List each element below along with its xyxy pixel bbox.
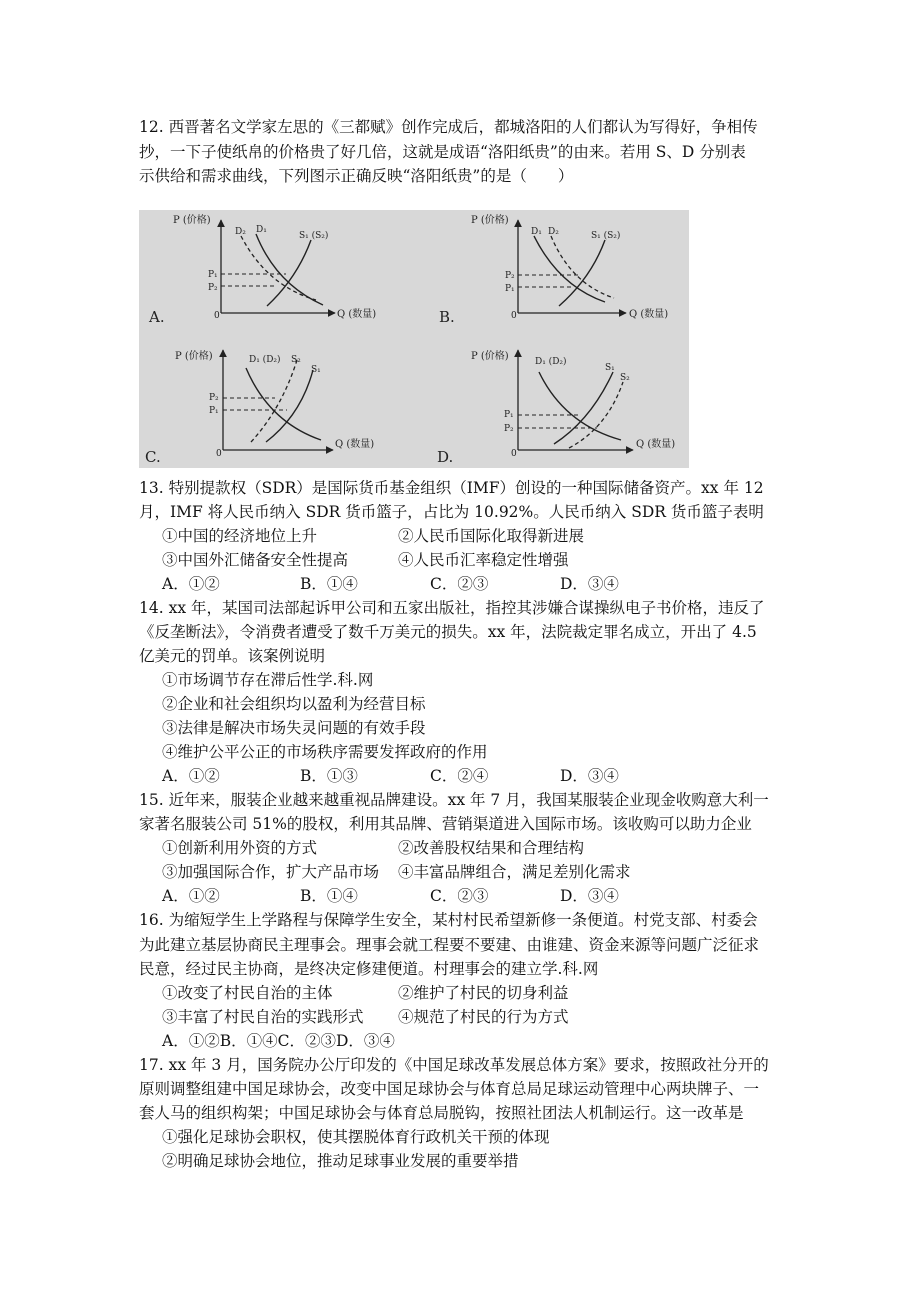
panel-b-supply-curve [559,240,605,306]
panel-d-p1-label: P₁ [504,410,514,420]
panel-a-origin: 0 [214,311,220,321]
panel-a-d1-label: D₁ [256,225,267,235]
q14-option-2: ②企业和社会组织均以盈利为经营目标 [162,695,426,713]
panel-d-q-label: Q (数量) [636,439,676,450]
supply-demand-figure [139,210,689,468]
panel-c-q-label: Q (数量) [335,439,375,450]
panel-c-letter: C. [145,448,161,466]
q16-line-1: 16. 为缩短学生上学路程与保障学生安全，某村村民希望新修一条便道。村党支部、村委会 [139,911,758,929]
q16-line-2: 为此建立基层协商民主理事会。理事会就工程要不要建、由谁建、资金来源等问题广泛征求 [139,936,760,954]
panel-a-d2-label: D₂ [235,227,246,237]
q14-line-1: 14. xx 年，某国司法部起诉甲公司和五家出版社，指控其涉嫌合谋操纵电子书价格，违反了 [139,599,765,617]
q17-line-3: 套人马的组织构架；中国足球协会与体育总局脱钩，按照社团法人机制运行。这一改革是 [139,1104,744,1122]
q16-option-2: ②维护了村民的切身利益 [398,984,569,1002]
q12-line-2: 抄，一下子使纸帛的价格贵了好几倍，这就是成语“洛阳纸贵”的由来。若用 S、D 分别表 [139,143,746,161]
q14-line-2: 《反垄断法》，令消费者遭受了数千万美元的损失。xx 年，法院裁定罪名成立，开出了 4.5 [139,623,757,641]
q13-answer-b: B．①④ [300,575,358,593]
q14-option-4: ④维护公平公正的市场秩序需要发挥政府的作用 [162,743,488,761]
q14-answer-a: A．①② [162,767,220,785]
panel-d-p2-label: P₂ [504,424,514,434]
panel-c-s2-label: S₂ [291,355,301,365]
q17-line-2: 原则调整组建中国足球协会，改变中国足球协会与体育总局足球运动管理中心两块牌子、一 [139,1080,760,1098]
panel-a-p2-label: P₂ [208,283,218,293]
panel-a [148,213,376,326]
panel-c-supply-s2-curve [251,360,297,442]
q16-option-4: ④规范了村民的行为方式 [398,1008,569,1026]
panel-a-demand-d1-curve [256,234,323,305]
panel-d-s1-label: S₁ [605,363,615,373]
q13-option-1: ①中国的经济地位上升 [162,527,318,545]
panel-d-origin: 0 [511,449,517,459]
q14-option-1: ①市场调节存在滞后性学.科.网 [162,671,374,689]
q16-answers: A．①②B．①④C．②③D．③④ [162,1032,395,1050]
q14-line-3: 亿美元的罚单。该案例说明 [139,647,326,665]
q14-answer-d: D．③④ [560,767,619,785]
panel-b-p2-label: P₂ [505,271,515,281]
panel-b-s-label: S₁ (S₂) [591,231,621,241]
q14-answer-c: C．②④ [430,767,489,785]
q15-option-2: ②改善股权结果和合理结构 [398,839,585,857]
panel-b-d1-label: D₁ [531,227,542,237]
q15-option-4: ④丰富品牌组合，满足差别化需求 [398,863,631,881]
panel-a-p-label: P (价格) [173,215,211,226]
panel-a-demand-d2-curve [241,236,316,300]
panel-b-q-label: Q (数量) [629,309,669,320]
panel-c-origin: 0 [216,449,222,459]
figure-svg [139,210,689,468]
panel-d-p-label: P (价格) [471,351,509,362]
panel-c-p2-label: P₂ [209,393,219,403]
panel-c-d-label: D₁ (D₂) [249,355,281,365]
q15-line-2: 家著名服装公司 51%的股权，利用其品牌、营销渠道进入国际市场。该收购可以助力企业 [139,815,752,833]
q17-line-1: 17. xx 年 3 月，国务院办公厅印发的《中国足球改革发展总体方案》要求，按照政社分开的 [139,1056,769,1074]
panel-d-letter: D. [437,448,454,466]
q15-answer-a: A．①② [162,887,220,905]
panel-a-s-label: S₁ (S₂) [299,231,329,241]
q16-option-1: ①改变了村民自治的主体 [162,984,333,1002]
panel-b-origin: 0 [511,311,517,321]
panel-c-p1-label: P₁ [209,406,219,416]
panel-a-q-label: Q (数量) [337,309,377,320]
q14-option-3: ③法律是解决市场失灵问题的有效手段 [162,719,426,737]
panel-b-demand-d1-curve [534,236,605,302]
q14-answer-b: B．①③ [300,767,358,785]
q12-line-3: 示供给和需求曲线，下列图示正确反映“洛阳纸贵”的是（ ） [139,167,574,185]
q15-option-1: ①创新利用外资的方式 [162,839,318,857]
panel-a-supply-curve [267,240,311,306]
q13-answer-c: C．②③ [430,575,489,593]
panel-b-demand-d2-curve [551,236,614,298]
panel-c-p-label: P (价格) [175,351,213,362]
q17-option-2: ②明确足球协会地位，推动足球事业发展的重要举措 [162,1152,519,1170]
panel-d-supply-s1-curve [554,372,613,444]
q17-option-1: ①强化足球协会职权，使其摆脱体育行政机关干预的体现 [162,1128,550,1146]
q12-line-1: 12. 西晋著名文学家左思的《三都赋》创作完成后，都城洛阳的人们都认为写得好，争相传 [139,118,758,136]
q13-line-1: 13. 特别提款权（SDR）是国际货币基金组织（IMF）创设的一种国际储备资产。xx 年 12 [139,479,764,497]
panel-d-d-label: D₁ (D₂) [535,357,567,367]
panel-b [439,213,668,326]
q13-answer-a: A．①② [162,575,220,593]
q15-line-1: 15. 近年来，服装企业越来越重视品牌建设。xx 年 7 月，我国某服装企业现金收购意大利一 [139,791,769,809]
q13-answer-d: D．③④ [560,575,619,593]
panel-d [437,349,675,466]
panel-a-p1-label: P₁ [208,270,218,280]
panel-b-letter: B. [439,308,455,326]
q13-option-3: ③中国外汇储备安全性提高 [162,551,349,569]
q13-option-4: ④人民币汇率稳定性增强 [398,551,569,569]
panel-c-s1-label: S₁ [311,365,321,375]
panel-d-s2-label: S₂ [620,373,630,383]
q15-answer-d: D．③④ [560,887,619,905]
q16-option-3: ③丰富了村民自治的实践形式 [162,1008,364,1026]
q15-answer-c: C．②③ [430,887,489,905]
panel-a-letter: A. [149,308,165,326]
q13-line-2: 月，IMF 将人民币纳入 SDR 货币篮子，占比为 10.92%。人民币纳入 SDR 货币篮子表明 [139,503,764,521]
q16-line-3: 民意，经过民主协商，是终决定修建便道。村理事会的建立学.科.网 [139,960,599,978]
panel-b-p1-label: P₁ [505,284,515,294]
panel-c [145,349,374,466]
q15-option-3: ③加强国际合作，扩大产品市场 [162,863,380,881]
panel-b-p-label: P (价格) [471,215,509,226]
q15-answer-b: B．①④ [300,887,358,905]
q13-option-2: ②人民币国际化取得新进展 [398,527,585,545]
panel-b-d2-label: D₂ [548,227,559,237]
